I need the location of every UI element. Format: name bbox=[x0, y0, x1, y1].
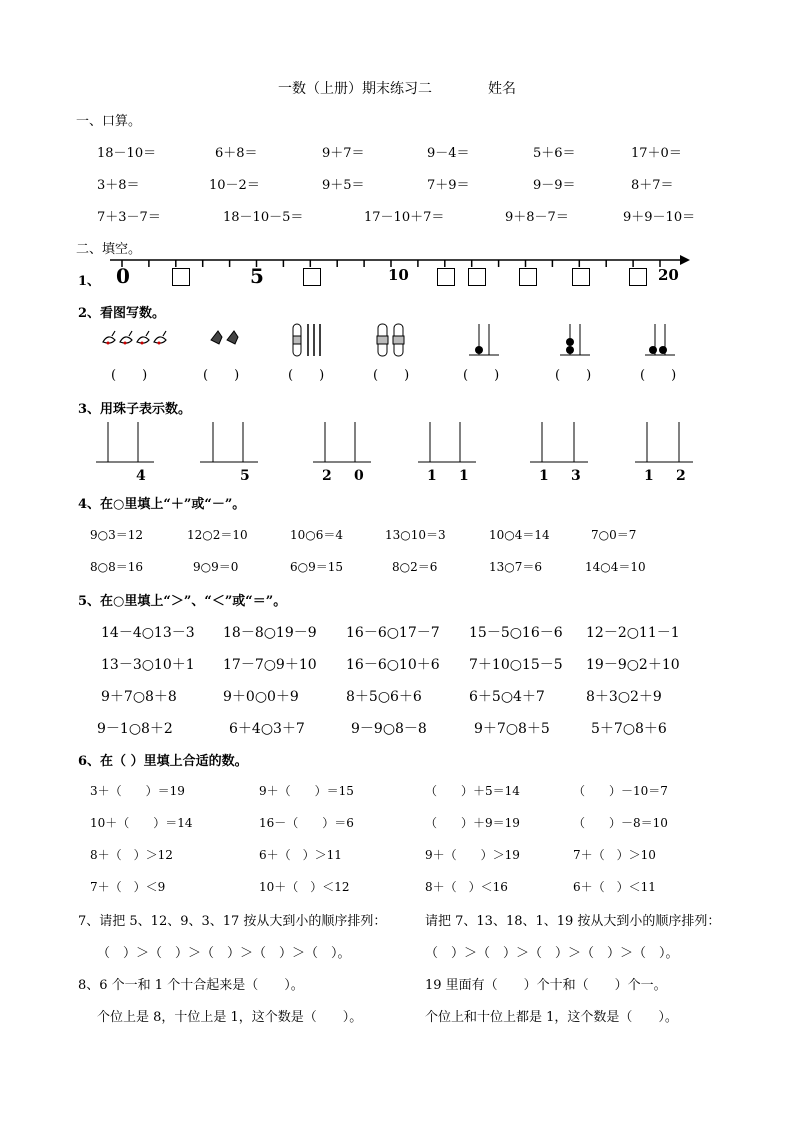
empty-abacus bbox=[418, 420, 478, 466]
abacus-digit: 2 bbox=[322, 468, 332, 484]
blank-item: 10＋（ ）＝14 bbox=[90, 816, 193, 830]
fill-item: 7○0＝7 bbox=[591, 528, 637, 542]
blank-item: 9＋（ ）＝15 bbox=[259, 784, 354, 798]
fill-item: 8○2＝6 bbox=[392, 560, 438, 574]
blank-item: 9＋（ ）＞19 bbox=[425, 848, 520, 862]
fill-item: 13○7＝6 bbox=[489, 560, 543, 574]
fill-item: 8○8＝16 bbox=[90, 560, 144, 574]
empty-abacus bbox=[96, 420, 156, 466]
compare-item: 16－6○17－7 bbox=[346, 625, 440, 641]
number-box[interactable] bbox=[437, 268, 455, 286]
number-line-label: 0 bbox=[116, 264, 130, 288]
abacus-digit: 1 bbox=[427, 468, 437, 484]
abacus-picture bbox=[467, 322, 501, 358]
name-label: 姓名 bbox=[488, 81, 516, 97]
calc-item: 9－4＝ bbox=[427, 146, 470, 161]
fill-item: 10○4＝14 bbox=[489, 528, 550, 542]
number-line-label: 5 bbox=[250, 264, 264, 288]
compare-item: 17－7○9＋10 bbox=[223, 657, 317, 673]
calc-item: 9＋7＝ bbox=[322, 146, 365, 161]
blank-item: （ ）＋9＝19 bbox=[425, 816, 520, 830]
answer-paren[interactable]: ( ) bbox=[288, 368, 325, 383]
compare-item: 18－8○19－9 bbox=[223, 625, 317, 641]
number-box[interactable] bbox=[303, 268, 321, 286]
ducks-picture bbox=[100, 326, 172, 348]
blank-item: （ ）＋5＝14 bbox=[425, 784, 520, 798]
blank-item: 8＋（ ）＞12 bbox=[90, 848, 173, 862]
answer-paren[interactable]: ( ) bbox=[555, 368, 592, 383]
calc-item: 9－9＝ bbox=[533, 178, 576, 193]
abacus-digit: 1 bbox=[539, 468, 549, 484]
abacus-digit: 4 bbox=[136, 468, 146, 484]
q3-label: 3、用珠子表示数。 bbox=[78, 402, 192, 417]
fill-item: 6○9＝15 bbox=[290, 560, 344, 574]
calc-item: 18－10＝ bbox=[97, 146, 157, 161]
calc-item: 5＋6＝ bbox=[533, 146, 576, 161]
sticks-picture bbox=[290, 322, 330, 358]
fill-item: 12○2＝10 bbox=[187, 528, 248, 542]
compare-item: 6＋5○4＋7 bbox=[469, 689, 545, 705]
abacus-digit: 1 bbox=[459, 468, 469, 484]
number-line-label: 20 bbox=[658, 266, 679, 284]
calc-item: 3＋8＝ bbox=[97, 178, 140, 193]
calc-item: 6＋8＝ bbox=[215, 146, 258, 161]
q1-label: 1、 bbox=[78, 274, 101, 289]
calc-item: 18－10－5＝ bbox=[223, 210, 304, 225]
blank-item: （ ）－8＝10 bbox=[573, 816, 668, 830]
answer-paren[interactable]: ( ) bbox=[463, 368, 500, 383]
blank-item: 16－（ ）＝6 bbox=[259, 816, 354, 830]
blank-item: 10＋（ ）＜12 bbox=[259, 880, 350, 894]
fill-item: 9○9＝0 bbox=[193, 560, 239, 574]
q8-left-2: 个位上是 8，十位上是 1，这个数是（ ）。 bbox=[97, 1010, 363, 1025]
compare-item: 9＋0○0＋9 bbox=[223, 689, 299, 705]
compare-item: 16－6○10＋6 bbox=[346, 657, 440, 673]
compare-item: 9＋7○8＋8 bbox=[101, 689, 177, 705]
number-box[interactable] bbox=[519, 268, 537, 286]
compare-item: 7＋10○15－5 bbox=[469, 657, 563, 673]
compare-item: 5＋7○8＋6 bbox=[591, 721, 667, 737]
q6-label: 6、在（ ）里填上合适的数。 bbox=[78, 754, 248, 769]
blank-item: 6＋（ ）＞11 bbox=[259, 848, 342, 862]
q7-left-answer[interactable]: （ ）＞（ ）＞（ ）＞（ ）＞（ ）。 bbox=[97, 946, 351, 961]
empty-abacus bbox=[530, 420, 590, 466]
birds-picture bbox=[209, 326, 245, 350]
empty-abacus bbox=[313, 420, 373, 466]
compare-item: 6＋4○3＋7 bbox=[229, 721, 305, 737]
section-2-heading: 二、填空。 bbox=[76, 242, 142, 257]
calc-item: 9＋8－7＝ bbox=[505, 210, 569, 225]
calc-item: 7＋3－7＝ bbox=[97, 210, 161, 225]
compare-item: 8＋5○6＋6 bbox=[346, 689, 422, 705]
answer-paren[interactable]: ( ) bbox=[203, 368, 240, 383]
abacus-picture bbox=[643, 322, 677, 358]
answer-paren[interactable]: ( ) bbox=[373, 368, 410, 383]
calc-item: 10－2＝ bbox=[209, 178, 260, 193]
calc-item: 9＋9－10＝ bbox=[623, 210, 696, 225]
q8-left-1: 8、6 个一和 1 个十合起来是（ ）。 bbox=[78, 978, 304, 993]
q7-right-prompt: 请把 7、13、18、1、19 按从大到小的顺序排列： bbox=[425, 914, 721, 929]
calc-item: 17＋0＝ bbox=[631, 146, 682, 161]
q8-right-2: 个位上和十位上都是 1，这个数是（ ）。 bbox=[425, 1010, 678, 1025]
blank-item: 3＋（ ）＝19 bbox=[90, 784, 185, 798]
number-line-label: 10 bbox=[388, 266, 409, 284]
compare-item: 12－2○11－1 bbox=[586, 625, 680, 641]
empty-abacus bbox=[200, 420, 260, 466]
fill-item: 13○10＝3 bbox=[385, 528, 446, 542]
abacus-digit: 5 bbox=[240, 468, 250, 484]
empty-abacus bbox=[635, 420, 695, 466]
number-box[interactable] bbox=[172, 268, 190, 286]
abacus-digit: 1 bbox=[644, 468, 654, 484]
number-box[interactable] bbox=[468, 268, 486, 286]
section-1-heading: 一、口算。 bbox=[76, 114, 142, 129]
calc-item: 17－10＋7＝ bbox=[364, 210, 445, 225]
calc-item: 7＋9＝ bbox=[427, 178, 470, 193]
bundles-picture bbox=[375, 322, 409, 358]
compare-item: 9＋7○8＋5 bbox=[474, 721, 550, 737]
q7-right-answer[interactable]: （ ）＞（ ）＞（ ）＞（ ）＞（ ）。 bbox=[425, 946, 679, 961]
q8-right-1: 19 里面有（ ）个十和（ ）个一。 bbox=[425, 978, 667, 993]
abacus-digit: 2 bbox=[676, 468, 686, 484]
compare-item: 14－4○13－3 bbox=[101, 625, 195, 641]
compare-item: 9－1○8＋2 bbox=[97, 721, 173, 737]
answer-paren[interactable]: ( ) bbox=[640, 368, 677, 383]
calc-item: 8＋7＝ bbox=[631, 178, 674, 193]
blank-item: 6＋（ ）＜11 bbox=[573, 880, 656, 894]
compare-item: 19－9○2＋10 bbox=[586, 657, 680, 673]
number-box[interactable] bbox=[629, 268, 647, 286]
blank-item: 7＋（ ）＜9 bbox=[90, 880, 166, 894]
blank-item: 8＋（ ）＜16 bbox=[425, 880, 508, 894]
abacus-digit: 3 bbox=[571, 468, 581, 484]
calc-item: 9＋5＝ bbox=[322, 178, 365, 193]
fill-item: 9○3＝12 bbox=[90, 528, 144, 542]
q4-label: 4、在○里填上“＋”或“－”。 bbox=[78, 497, 246, 512]
blank-item: （ ）－10＝7 bbox=[573, 784, 668, 798]
compare-item: 8＋3○2＋9 bbox=[586, 689, 662, 705]
q7-left-prompt: 7、请把 5、12、9、3、17 按从大到小的顺序排列： bbox=[78, 914, 387, 929]
compare-item: 13－3○10＋1 bbox=[101, 657, 195, 673]
blank-item: 7＋（ ）＞10 bbox=[573, 848, 656, 862]
compare-item: 9－9○8－8 bbox=[351, 721, 427, 737]
compare-item: 15－5○16－6 bbox=[469, 625, 563, 641]
page-title: 一数（上册）期末练习二 bbox=[278, 81, 432, 97]
q2-label: 2、看图写数。 bbox=[78, 306, 166, 321]
answer-paren[interactable]: ( ) bbox=[111, 368, 148, 383]
q5-label: 5、在○里填上“＞”、“＜”或“＝”。 bbox=[78, 594, 287, 609]
abacus-digit: 0 bbox=[354, 468, 364, 484]
fill-item: 10○6＝4 bbox=[290, 528, 344, 542]
abacus-picture bbox=[558, 322, 592, 358]
fill-item: 14○4＝10 bbox=[585, 560, 646, 574]
number-box[interactable] bbox=[572, 268, 590, 286]
